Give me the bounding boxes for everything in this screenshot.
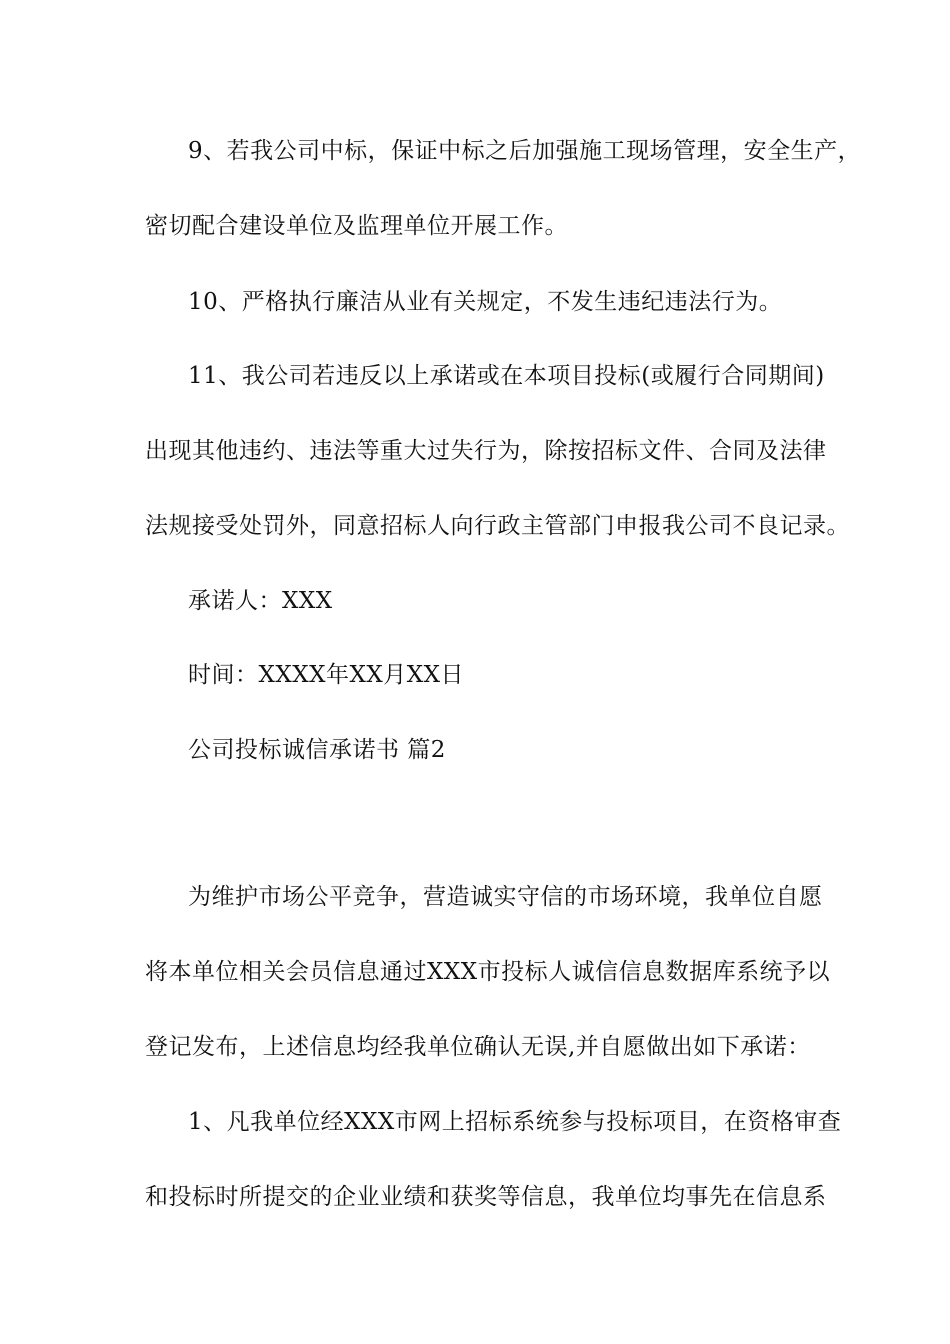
paragraph-item-11-line-1: 11、我公司若违反以上承诺或在本项目投标(或履行合同期间) — [188, 363, 825, 389]
paragraph-item-1-line-1: 1、凡我单位经XXX市网上招标系统参与投标项目，在资格审查 — [188, 1109, 842, 1135]
section-heading: 公司投标诚信承诺书 篇2 — [188, 737, 446, 763]
paragraph-item-9-line-2: 密切配合建设单位及监理单位开展工作。 — [145, 213, 568, 239]
paragraph-item-10: 10、严格执行廉洁从业有关规定，不发生违纪违法行为。 — [188, 289, 783, 315]
intro-paragraph-line-1: 为维护市场公平竞争，营造诚实守信的市场环境，我单位自愿 — [188, 884, 823, 910]
intro-paragraph-line-3: 登记发布，上述信息均经我单位确认无误,并自愿做出如下承诺： — [145, 1034, 811, 1060]
paragraph-item-11-line-2: 出现其他违约、违法等重大过失行为，除按招标文件、合同及法律 — [145, 438, 827, 464]
paragraph-item-11-line-3: 法规接受处罚外，同意招标人向行政主管部门申报我公司不良记录。 — [145, 513, 850, 539]
date-line: 时间：XXXX年XX月XX日 — [188, 662, 464, 688]
paragraph-item-1-line-2: 和投标时所提交的企业业绩和获奖等信息，我单位均事先在信息系 — [145, 1184, 827, 1210]
intro-paragraph-line-2: 将本单位相关会员信息通过XXX市投标人诚信信息数据库系统予以 — [145, 959, 831, 985]
paragraph-item-9-line-1: 9、若我公司中标，保证中标之后加强施工现场管理，安全生产， — [188, 138, 862, 164]
signatory-line: 承诺人：XXX — [188, 588, 333, 614]
